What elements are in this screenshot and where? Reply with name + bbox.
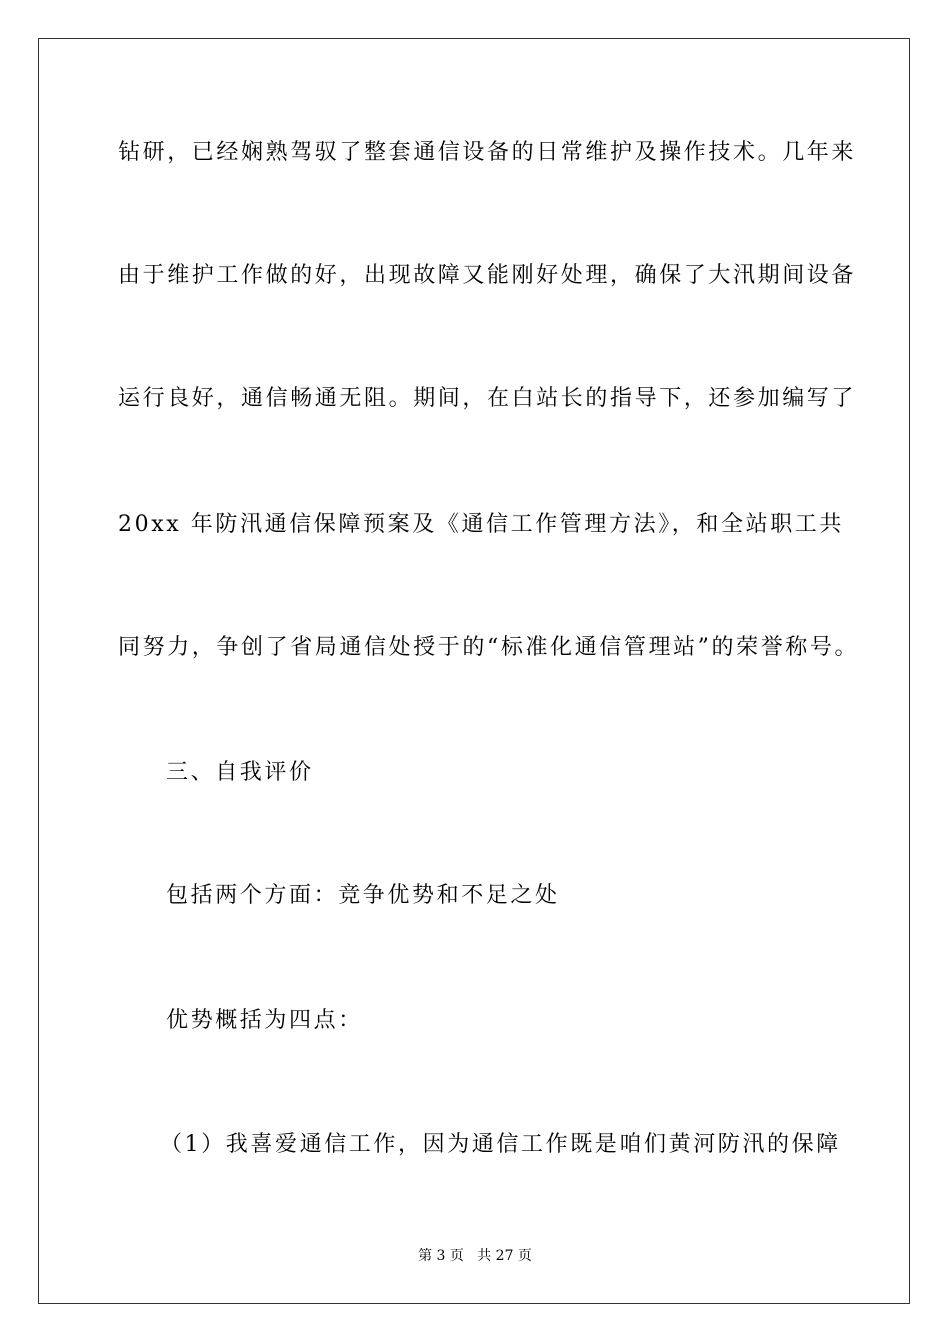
body-line-4: 20xx 年防汛通信保障预案及《通信工作管理方法》，和全站职工共: [118, 512, 845, 537]
list-item-1: （1）我喜爱通信工作，因为通信工作既是咱们黄河防汛的保障: [160, 1132, 841, 1157]
page-border: [38, 38, 910, 1304]
page-number-footer: 第 3 页 共 27 页: [418, 1248, 532, 1264]
section-heading: 三、自我评价: [166, 760, 314, 785]
body-line-8: 优势概括为四点：: [166, 1008, 363, 1033]
body-line-3: 运行良好，通信畅通无阻。期间，在白站长的指导下，还参加编写了: [118, 386, 857, 411]
body-line-1: 钻研，已经娴熟驾驭了整套通信设备的日常维护及操作技术。几年来: [118, 140, 857, 165]
body-line-7: 包括两个方面：竞争优势和不足之处: [166, 883, 560, 908]
body-line-2: 由于维护工作做的好，出现故障又能刚好处理，确保了大汛期间设备: [118, 263, 857, 288]
body-line-5: 同努力，争创了省局通信处授于的“标准化通信管理站”的荣誉称号。: [118, 635, 860, 660]
